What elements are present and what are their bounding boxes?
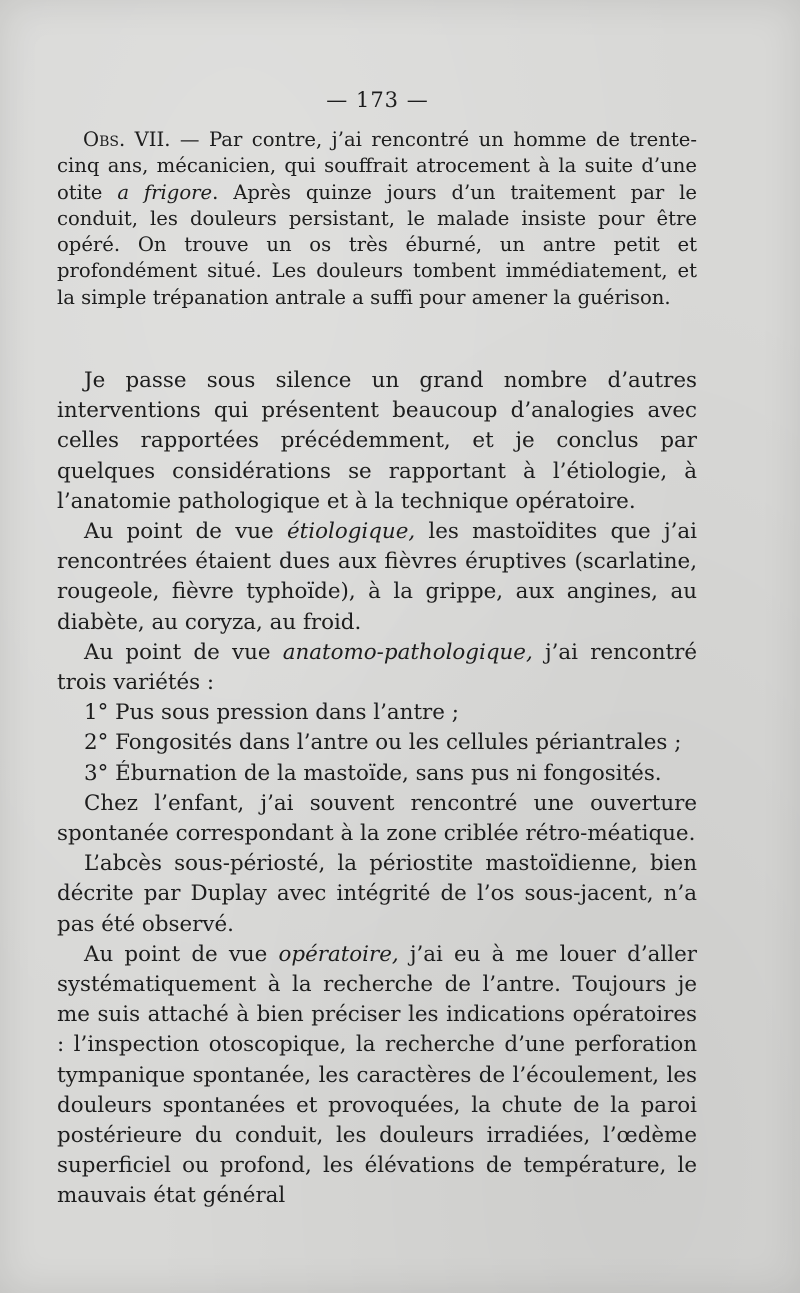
etiology-lead: Au point de vue [84,519,287,545]
observation-text-1: Par contre, j’ai rencontré un homme de trente-cinq ans, mécanicien, qui souffrait atrocement à la suite d’une otite [57,128,697,204]
paragraph-abscess: L’abcès sous-périosté, la périostite mastoïdienne, bien décrite par Duplay avec intégrité de l’os sous-jacent, n’a pas été observé. [57,851,697,937]
main-text [57,366,697,1212]
list-item: 1° Pus sous pression dans l’antre ; [84,700,459,726]
paragraph-etiology [57,517,697,638]
anatomy-term: anatomo-pathologique, [282,639,533,665]
anatomy-lead: Au point de vue [84,639,283,665]
etiology-term: étiologique, [287,519,416,545]
etiology-body: les mastoïdites que j’ai rencontrées étaient dues aux fièvres éruptives (scarlatine, rougeole, fièvre typhoïde), à la grippe, aux angines, au diabète, au coryza, au froid. [57,519,697,635]
observation-italic: a frigore [117,180,213,204]
list-item: 2° Fongosités dans l’antre ou les cellules périantrales ; [84,730,682,756]
operative-body: j’ai eu à me louer d’aller systématiquement à la recherche de l’antre. Toujours je me suis attaché à bien préciser les indications opératoires : l’inspection otoscopique, la recherche d’une perforation tympanique spontanée, les caractères de l’écoulement, les douleurs spontanées et provoquées, la chute de la paroi postérieure du conduit, les douleurs irradiées, l’œdème superficiel ou profond, les élévations de température, le mauvais état général [57,941,697,1209]
paragraph-child: Chez l’enfant, j’ai souvent rencontré une ouverture spontanée correspondant à la zone criblée rétro-méatique. [57,790,697,847]
list-item: 3° Éburnation de la mastoïde, sans pus ni fongosités. [84,760,662,786]
page-number: — 173 — [326,88,429,112]
observation-label: Obs. VII. [83,128,171,151]
anatomy-body: j’ai rencontré trois variétés : [57,639,697,696]
observation-dash: — [170,128,209,151]
paragraph-intro: Je passe sous silence un grand nombre d’autres interventions qui présentent beaucoup d’analogies avec celles rapportées précédemment, et je conclus par quelques considérations se rapportant à l’étiologie, à l’anatomie pathologique et à la technique opératoire. [57,368,697,514]
observation-text-2: . Après quinze jours d’un traitement par le conduit, les douleurs persistant, le malade insiste pour être opéré. On trouve un os très éburné, un antre petit et profondément situé. Les douleurs tombent immédiatement, et la simple trépanation antrale a suffi pour amener la guérison. [57,180,697,309]
paragraph-anatomy [57,638,697,698]
observation-vii [57,127,697,311]
operative-term: opératoire, [278,941,399,967]
paragraph-operative [57,940,697,1212]
operative-lead: Au point de vue [84,941,279,967]
